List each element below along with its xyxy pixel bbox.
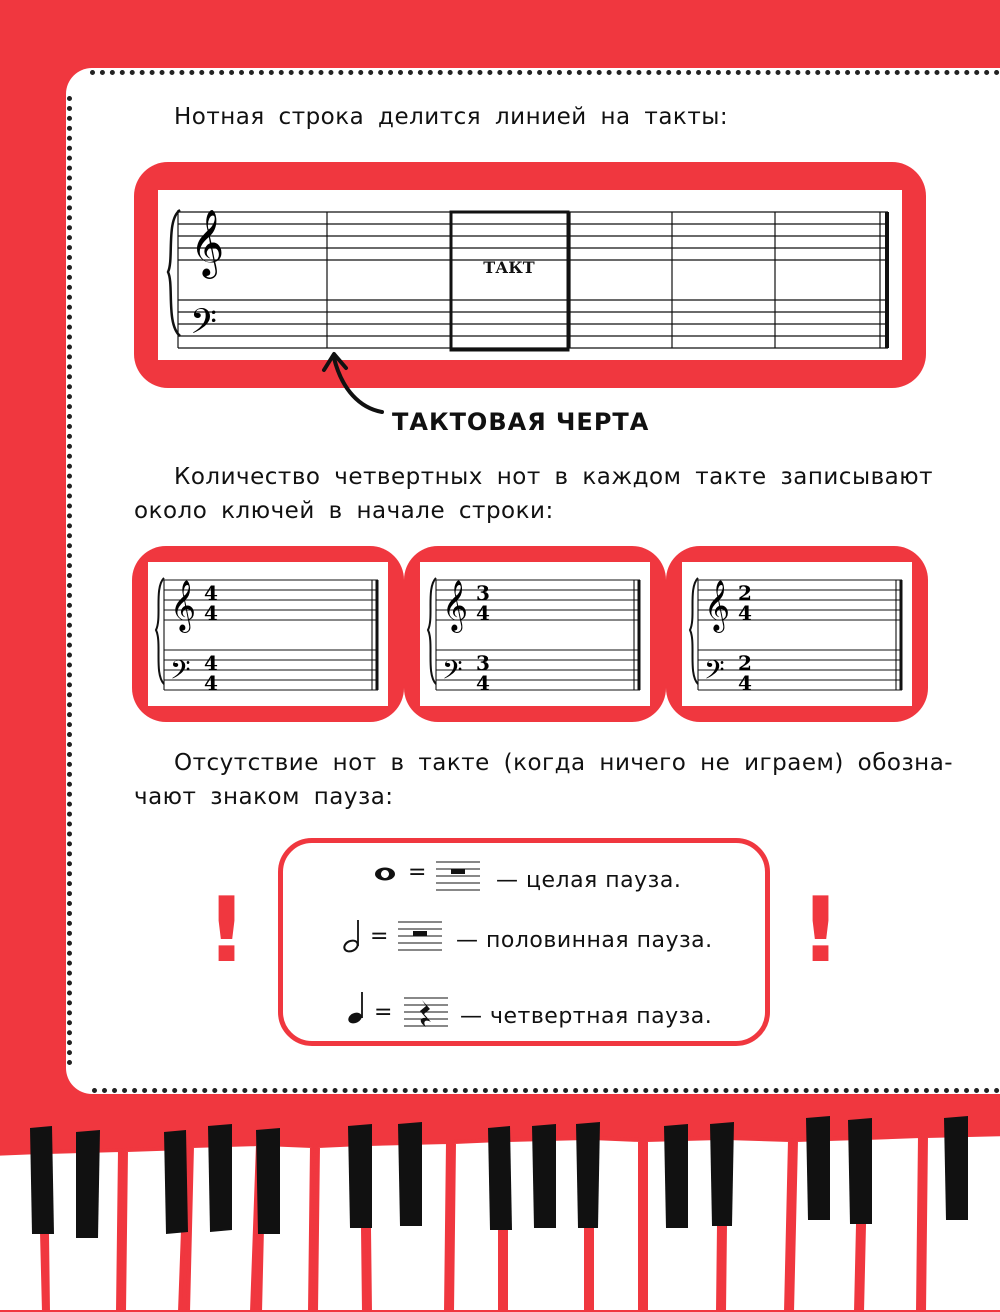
treble-clef: 𝄞 [704,580,731,631]
rest-text-line2: чают знаком пауза: [134,784,394,810]
bass-clef: 𝄢 [442,654,463,692]
exclamation-left: ! [206,878,248,983]
equals-sign: = [370,924,389,949]
treble-clef: 𝄞 [190,208,225,276]
time-text-line1: Количество четвертных нот в каждом такте записывают [174,464,934,490]
whole-note-icon [372,864,398,884]
time-sig-num: 2 [738,651,752,675]
half-rest-icon [398,920,442,952]
mini-staff-3 [684,566,910,706]
time-sig-num: 4 [204,581,218,605]
half-note-icon [340,918,362,954]
barline-label: ТАКТОВАЯ ЧЕРТА [392,408,650,436]
time-sig-den: 4 [738,671,752,695]
bass-clef: 𝄢 [170,654,191,692]
rest-text-line1: Отсутствие нот в такте (когда ничего не играем) обозна- [174,750,954,776]
equals-sign: = [374,1000,393,1025]
time-sig-den: 4 [204,601,218,625]
perforation-bottom [92,1088,1000,1093]
time-sig-den: 4 [738,601,752,625]
equals-sign: = [408,860,427,885]
time-sig-num: 3 [476,651,490,675]
exclamation-right: ! [800,878,842,983]
piano-keyboard [0,1110,1000,1312]
mini-staff-2 [422,566,648,706]
quarter-rest-icon [404,994,448,1030]
perforation-left [67,96,72,1066]
whole-rest-icon [436,860,480,892]
takt-label: ТАКТ [483,258,535,277]
time-sig-num: 4 [204,651,218,675]
mini-staff-1 [150,566,386,706]
time-sig-den: 4 [476,601,490,625]
time-sig-den: 4 [204,671,218,695]
time-sig-num: 3 [476,581,490,605]
half-rest-label: — половинная пауза. [456,928,713,953]
time-sig-num: 2 [738,581,752,605]
perforation-top [90,70,1000,75]
treble-clef: 𝄞 [170,580,197,631]
treble-clef: 𝄞 [442,580,469,631]
whole-rest-label: — целая пауза. [496,868,682,893]
quarter-rest-label: — четвертная пауза. [460,1004,713,1029]
time-sig-den: 4 [476,671,490,695]
measure-highlight [451,212,568,350]
arrow-to-barline [320,346,390,426]
bass-clef: 𝄢 [190,301,218,350]
bass-clef: 𝄢 [704,654,725,692]
time-text-line2: около ключей в начале строки: [134,498,554,524]
quarter-note-icon [344,990,366,1026]
intro-text: Нотная строка делится линией на такты: [174,104,729,130]
